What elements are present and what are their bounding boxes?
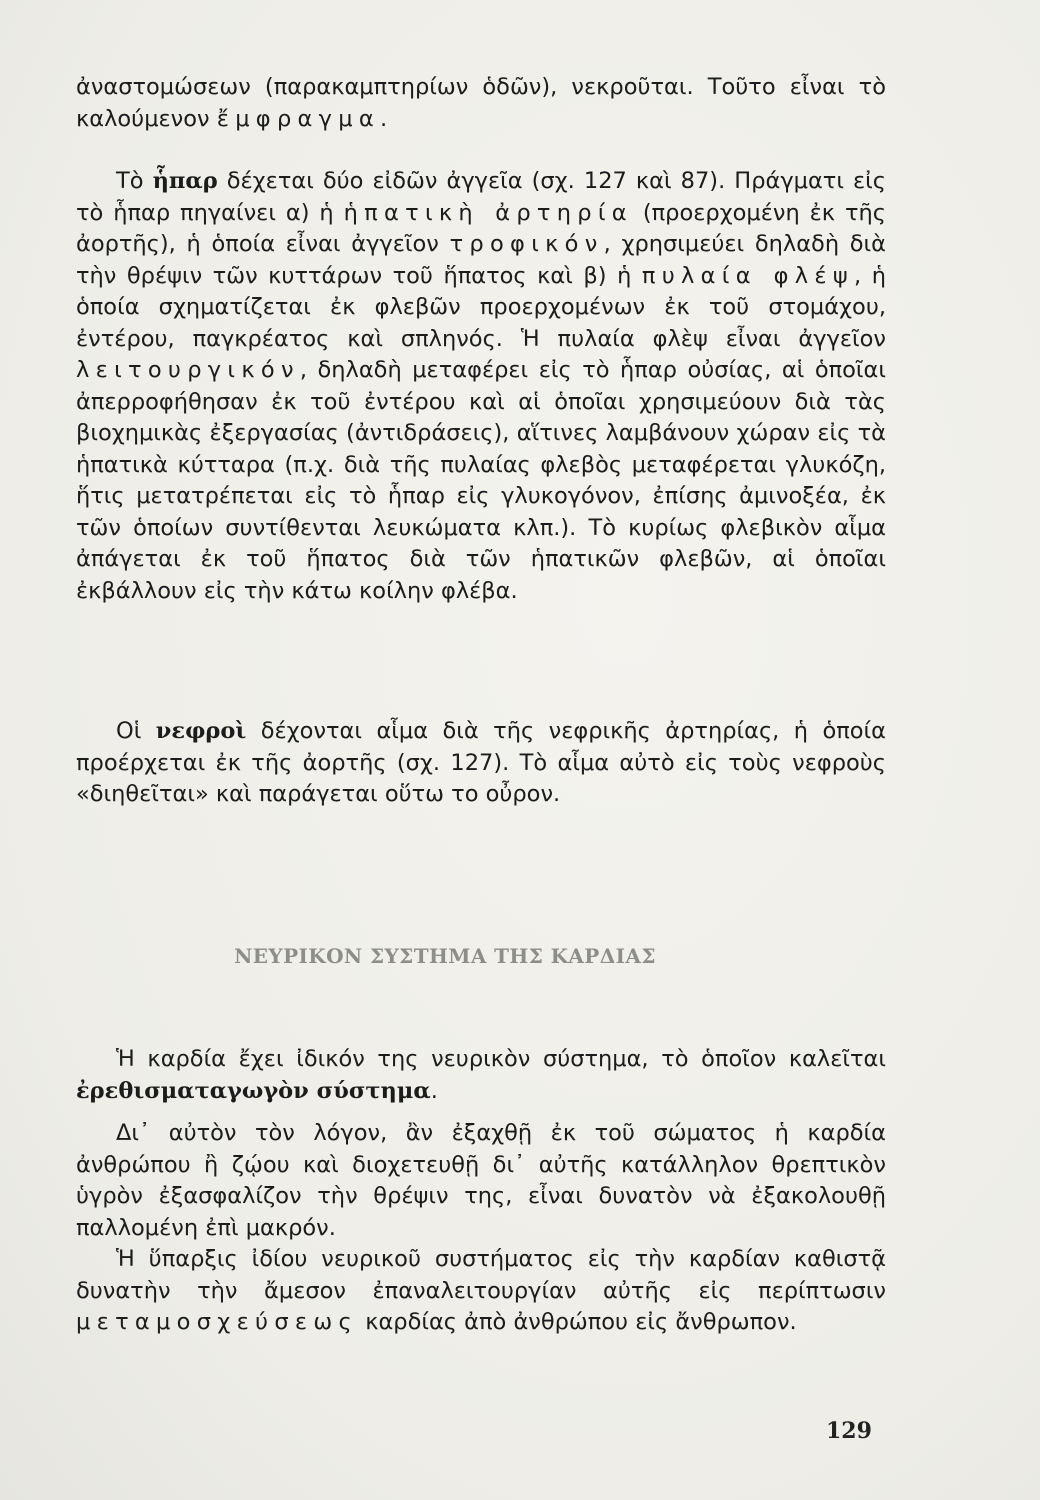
page-number: 129 [826, 1418, 872, 1444]
paragraph-conduction-system [76, 1044, 886, 1107]
term-conduction-system: ἐρεθισματαγωγὸν σύστημα [76, 1077, 431, 1104]
term-hepatic-artery: ἡπατικὴ ἀρτηρία [343, 199, 633, 226]
paragraph-heart-removal [76, 1118, 886, 1244]
text-run: καρδίας ἀπὸ ἀνθρώπου εἰς ἄνθρωπον. [358, 1309, 797, 1335]
text-run: ἀναστομώσεων (παρακαμπτηρίων ὁδῶν), νεκροῦται. Τοῦτο εἶναι τὸ καλούμενον [76, 74, 886, 132]
text-run: Οἱ [116, 718, 156, 744]
text-run: (προερχομένη ἐκ τῆς ἀορτῆς), ἡ ὁποία εἶναι ἀγγεῖον [76, 199, 886, 257]
text-run: , ἡ ὁποία σχηματίζεται ἐκ φλεβῶν προερχομένων ἐκ τοῦ στομάχου, ἐντέρου, παγκρέατος καὶ σπληνός. Ἡ πυλαία φλὲψ εἶναι ἀγγεῖον [76, 262, 886, 352]
term-portal-vein: πυλαία φλέψ [641, 262, 855, 289]
paragraph-transplant [76, 1244, 886, 1339]
text-run: . [430, 1077, 438, 1104]
section-heading: ΝΕΥΡΙΚΟΝ ΣΥΣΤΗΜΑ ΤΗΣ ΚΑΡΔΙΑΣ [234, 944, 656, 968]
paragraph-infarction [76, 72, 886, 135]
text-run: , δηλαδὴ μεταφέρει εἰς τὸ ἧπαρ οὐσίας, αἱ ὁποῖαι ἀπερροφήθησαν ἐκ τοῦ ἐντέρου καὶ αἱ ὁποῖαι χρησιμεύουν διὰ τὰς βιοχημικὰς ἐξεργασίας (ἀντιδράσεις), αἵτινες λαμβάνουν χώραν εἰς τὰ ἡπατικὰ κύτταρα (π.χ. διὰ τῆς πυλαίας φλεβὸς μεταφέρεται γλυκόζη, ἥτις μετατρέπεται εἰς τὸ ἧπαρ εἰς γλυκογόνον, ἐπίσης ἀμινοξέα, ἐκ τῶν ὁποίων συντίθενται λευκώματα κλπ.). Τὸ κυρίως φλεβικὸν αἷμα ἀπάγεται ἐκ τοῦ ἥπατος διὰ τῶν ἡπατικῶν φλεβῶν, αἱ ὁποῖαι ἐκβάλλουν εἰς τὴν κάτω κοίλην φλέβα. [76, 357, 886, 604]
term-emfragma: ἔμφραγμα [216, 105, 381, 132]
text-run: Τὸ [116, 168, 153, 194]
paragraph-liver [76, 166, 886, 607]
term-functional: λειτουργικόν [76, 357, 300, 383]
text-run: δέχονται αἷμα διὰ τῆς νεφρικῆς ἀρτηρίας, ἡ ὁποία προέρχεται ἐκ τῆς ἀορτῆς (σχ. 127). Τὸ αἷμα αὐτὸ εἰς τοὺς νεφροὺς «διηθεῖται» καὶ παράγεται οὕτω το οὖρον. [76, 718, 886, 807]
text-run: , χρησιμεύει δηλαδὴ διὰ τὴν θρέψιν τῶν κυττάρων τοῦ ἥπατος καὶ β) ἡ [76, 231, 887, 289]
term-trophic: τροφικόν [449, 231, 604, 257]
paragraph-kidneys [76, 716, 886, 811]
term-transplantation: μεταμοσχεύσεως [76, 1309, 359, 1335]
text-run: Ἡ ὕπαρξις ἰδίου νευρικοῦ συστήματος εἰς τὴν καρδίαν καθιστᾷ δυνατὴν τὴν ἄμεσον ἐπαναλειτουργίαν αὐτῆς εἰς περίπτωσιν [76, 1246, 886, 1304]
text-run: δέχεται δύο εἰδῶν ἀγγεῖα (σχ. 127 καὶ 87). Πράγματι εἰς τὸ ἧπαρ πηγαίνει α) ἡ [76, 168, 886, 226]
text-run: Δι᾽ αὐτὸν τὸν λόγον, ἂν ἐξαχθῇ ἐκ τοῦ σώματος ἡ καρδία ἀνθρώπου ἢ ζῴου καὶ διοχετευθῇ δι᾽ αὐτῆς κατάλληλον θρεπτικὸν ὑγρὸν ἐξασφαλίζον τὴν θρέψιν της, εἶναι δυνατὸν νὰ ἐξακολουθῇ παλλομένη ἐπὶ μακρόν. [76, 1120, 886, 1241]
text-run: Ἡ καρδία ἔχει ἰδικόν της νευρικὸν σύστημα, τὸ ὁποῖον καλεῖται [116, 1046, 886, 1072]
text-run: . [380, 105, 388, 132]
term-liver: ἧπαρ [152, 168, 218, 194]
term-kidneys: νεφροὶ [155, 718, 247, 744]
